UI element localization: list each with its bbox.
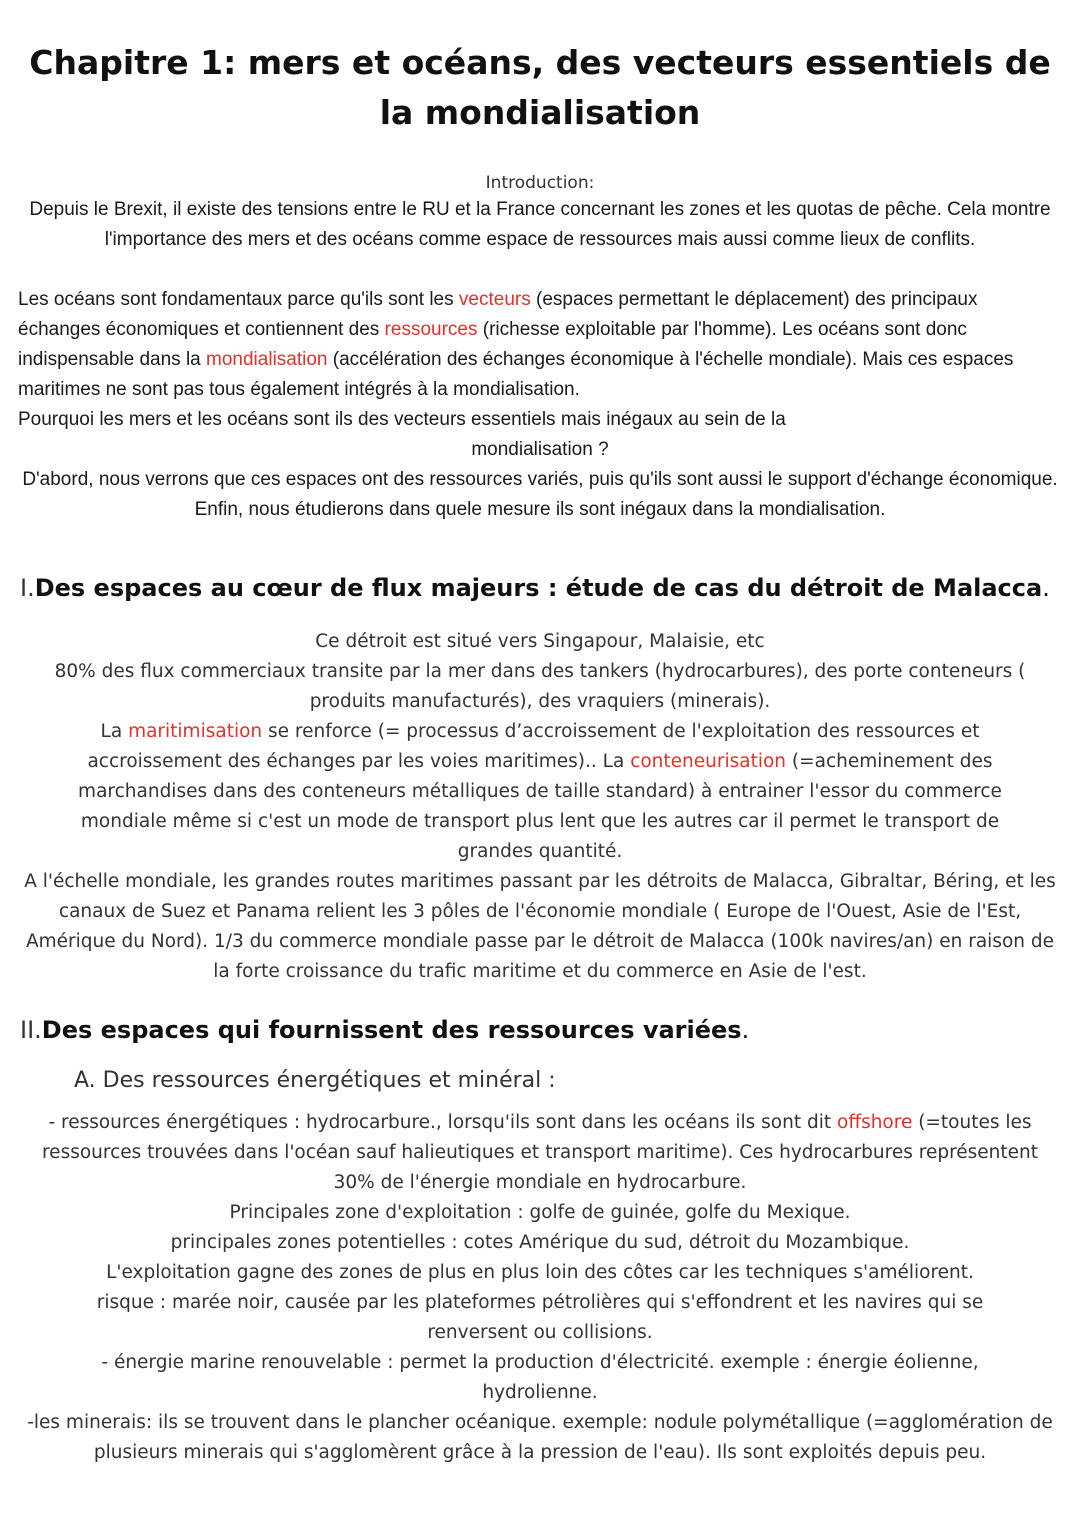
term-mondialisation: mondialisation (206, 349, 328, 370)
chapter-title: Chapitre 1: mers et océans, des vecteurs essentiels de la mondialisation (29, 43, 1051, 132)
intro-paragraph-definitions: Les océans sont fondamentaux parce qu'ils sont les vecteurs (espaces permettant le déplacement) des principaux échanges économiques et contiennent des ressources (richesse exploitable par l'homme). Les océans sont donc indispensable dans la mondialisation (accélération des échanges économique à l'échelle mondiale). Mais ces espaces maritimes ne sont pas tous également intégrés à la mondialisation. (18, 289, 1014, 400)
section-1-flux: 80% des flux commerciaux transite par la mer dans des tankers (hydrocarbures), des porte conteneurs ( produits manufacturés), des vraquiers (minerais). (54, 661, 1026, 712)
term-conteneurisation: conteneurisation (630, 751, 787, 772)
intro-problematique: Pourquoi les mers et les océans sont ils des vecteurs essentiels mais inégaux au sein de la (18, 409, 786, 430)
section-1-maritimisation: La maritimisation se renforce (= processus d’accroissement de l'exploitation des ressources et accroissement des échanges par les voies maritimes).. La conteneurisation (=acheminement des marchandises dans des conteneurs métalliques de taille standard) à entrainer l'essor du commerce mondiale même si c'est un mode de transport plus lent que les autres car il permet le transport de grandes quantité. (78, 721, 1002, 862)
intro-label: Introduction: (485, 173, 595, 193)
section-1-location: Ce détroit est situé vers Singapour, Malaisie, etc (315, 631, 765, 652)
term-ressources: ressources (384, 319, 478, 340)
section-1-routes: A l'échelle mondiale, les grandes routes maritimes passant par les détroits de Malacca, Gibraltar, Béring, et les canaux de Suez et Panama relient les 3 pôles de l'économie mondiale ( Europe de l'Ouest, Asie de l'Est, Amérique du Nord). 1/3 du commerce mondiale passe par le détroit de Malacca (100k navires/an) en raison de la forte croissance du trafic maritime et du commerce en Asie de l'est. (24, 871, 1056, 982)
term-offshore: offshore (837, 1112, 913, 1133)
potential-zones: principales zones potentielles : cotes Amérique du sud, détroit du Mozambique. (170, 1232, 910, 1253)
minerals: -les minerais: ils se trouvent dans le plancher océanique. exemple: nodule polymétallique (=agglomération de plusieurs minerais qui s'agglomèrent grâce à la pression de l'eau). Ils sont exploités depuis peu. (27, 1412, 1053, 1463)
resources-energy: - ressources énergétiques : hydrocarbure., lorsqu'ils sont dans les océans ils sont dit offshore (=toutes les ressources trouvées dans l'océan sauf halieutiques et transport maritime). Ces hydrocarbures représentent 30% de l'énergie mondiale en hydrocarbure. (41, 1112, 1039, 1193)
term-maritimisation: maritimisation (128, 721, 263, 742)
exploitation-distance: L'exploitation gagne des zones de plus en plus loin des côtes car les techniques s'améliorent. (106, 1262, 974, 1283)
renewable-energy: - énergie marine renouvelable : permet la production d'électricité. exemple : énergie éolienne, hydrolienne. (101, 1352, 979, 1403)
intro-problematique-end: mondialisation ? (471, 439, 609, 460)
intro-paragraph-brexit: Depuis le Brexit, il existe des tensions entre le RU et la France concernant les zones et les quotas de pêche. Cela montre l'importance des mers et des océans comme espace de ressources mais aussi comme lieux de conflits. (29, 199, 1051, 250)
exploitation-zones: Principales zone d'exploitation : golfe de guinée, golfe du Mexique. (229, 1202, 851, 1223)
risk-text: risque : marée noir, causée par les plateformes pétrolières qui s'effondrent et les navires qui se renversent ou collisions. (96, 1292, 984, 1343)
term-vecteurs: vecteurs (458, 289, 531, 310)
intro-plan: D'abord, nous verrons que ces espaces ont des ressources variés, puis qu'ils sont aussi le support d'échange économique. Enfin, nous étudierons dans quele mesure ils sont inégaux dans la mondialisation. (22, 469, 1058, 520)
section-2-heading: II.Des espaces qui fournissent des ressources variées. (20, 1016, 750, 1044)
section-1-heading: I.Des espaces au cœur de flux majeurs : étude de cas du détroit de Malacca. (20, 574, 1050, 602)
subsection-a-heading: A. Des ressources énergétiques et minéral : (74, 1068, 556, 1093)
